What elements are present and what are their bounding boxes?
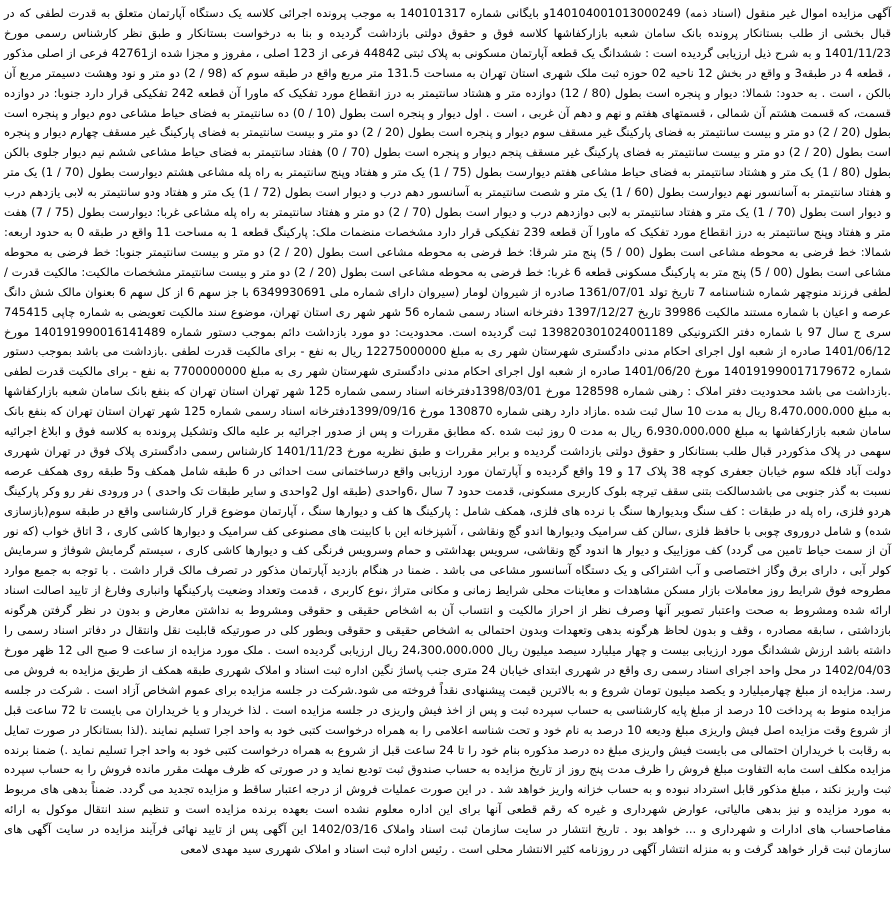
auction-notice-text: آگهی مزایده اموال غیر منقول (اسناد ذمه) 140104001013000249و بایگانی شماره 140101317 به موجب پرونده اجرائی کلاسه یک دستگاه آپارتمان متعلق به قدرت لطفی که در قبال بخشی از طلب بستانکار پرونده بانک سامان شعبه بازارکفاشها کلاسه فوق و حقوق دولتی بازداشت گردیده و بنا به درخواست بستانکار و طبق نظر کارشناس رسمی مورخ 1401/11/23 و به شرح ذیل ارزیابی گردیده است : ششدانگ یک قطعه آپارتمان مسکونی به پلاک ثبتی 44842 فرعی از 123 اصلی ، مفروز و مجزا شده از42761 فرعی از اصلی مذکور ، قطعه 4 در طبقه3 و واقع در بخش 12 ناحیه 02 حوزه ثبت ملک شهری استان تهران به مساحت 131.5 متر مربع واقع در طبقه سوم که (98 / 2) دو متر و نود وهشت دسیمتر مربع آن بالکن ، است . به حدود: شمالا: دیوار و پنجره است بطول (80 / 12) دوازده متر و هشتاد سانتیمتر به درز انقطاع مورد تفکیک که ماورا آن قطعه 242 تفکیکی قرار دارد جنوبا: در دوازده قسمت، که قسمت هشتم آن شمالی ، قسمتهای هفتم و نهم و دهم آن غربی ، است . اول دیوار و پنجره است بطول (10 / 0) ده سانتیمتر به فضای حیاط مشاعی دوم دیوار و پنجره است بطول (20 / 2) دو متر و بیست سانتیمتر به فضای پارکینگ غیر مسقف سوم دیوار و پنجره است بطول (20 / 2) دو متر و بیست سانتیمتر به فضای پارکینگ غیر مسقف چهارم دیوار و پنجره است بطول (20 / 2) دو متر و بیست سانتیمتر به فضای پارکینگ غیر مسقف پنجم دیوار و پنجره است بطول (70 / 0) هفتاد سانتیمتر به فضای حیاط مشاعی ششم نیم دیوار جلوی بالکن بطول (80 / 1) یک متر و هشتاد سانتیمتر به فضای حیاط مشاعی هفتم دیوارست بطول (75 / 1) یک متر و هفتاد وپنج سانتیمتر به راه پله مشاعی هشتم دیوارست بطول (70 / 1) یک متر و هفتاد سانتیمتر به آسانسور نهم دیوارست بطول (60 / 1) یک متر و شصت سانتیمتر به آسانسور دهم درب و دیوار است بطول (72 / 1) یک متر و هفتاد ودو سانتیمتر به لابی یازدهم درب و دیوار است بطول (70 / 1) یک متر و هفتاد سانتیمتر به لابی دوازدهم درب و دیوار است بطول (70 / 2) دو متر و هفتاد سانتیمتر به راه پله مشاعی غربا: دیوارست بطول (75 / 7) هفت متر و هفتاد وپنج سانتیمتر به درز انقطاع مورد تفکیک که ماورا آن قطعه 239 تفکیکی قرار دارد مشخصات منضمات ملک: پارکینگ قطعه 1 به مساحت 11 واقع در طبقه 0 به حدود اربعه: شمالا: خط فرضی به محوطه مشاعی است بطول (00 / 5) پنج متر شرقا: خط فرضی به محوطه مشاعی است بطول (20 / 2) دو متر و بیست سانتیمتر جنوبا: خط فرضی به محوطه مشاعی است بطول (00 / 5) پنج متر به پارکینگ مسکونی قطعه 6 غربا: خط فرضی به محوطه مشاعی است بطول (20 / 2) دو متر و بیست سانتیمتر مشخصات مالکیت: مالکیت قدرت / لطفی فرزند منوچهر شماره شناسنامه 7 تاریخ تولد 1361/07/01 صادره از شیروان لومار (سیروان دارای شماره ملی 6349930691 با جز سهم 6 از کل سهم 6 بعنوان مالک شش دانگ عرصه و اعیان با شماره مستند مالکیت 39986 تاریخ 1397/12/27 دفترخانه اسناد رسمی شماره 56 شهر شهر ری استان تهران، موضوع سند مالکیت تعویضی به شماره چاپی 745415 سری ج سال 97 با شماره دفتر الکترونیکی 139820301024001189 ثبت گردیده است. محدودیت: دو مورد بازداشت دائم بموجب دستور شماره 140191990016141489 مورخ 1401/06/12 صادره از شعبه اول اجرای احکام مدنی دادگستری شهرستان شهر ری به مبلغ 12275000000 ریال به نفع - برای مالکیت قدرت لطفی .بازداشت می باشد بموجب دستور شماره 140191990017179672 مورخ 1401/06/20 صادره از شعبه اول اجرای احکام مدنی دادگستری شهرستان شهر ری به مبلغ 7700000000 به نفع - برای مالکیت قدرت لطفی .بازداشت می باشد محدودیت دفتر املاک : رهنی شماره 128598 مورخ 1398/03/01دفترخانه اسناد رسمی شماره 125 شهر تهران استان تهران که بنفع بانک سامان شعبه بازارکفاشها به مبلغ 8،470،000،000 ریال به مدت 10 سال ثبت شده .مازاد دارد رهنی شماره 130870 مورخ 1399/09/16دفترخانه اسناد رسمی شماره 125 شهر تهران استان تهران که بنفع بانک سامان شعبه بازارکفاشها به مبلغ 6،930،000،000 ریال به مدت 0 روز ثبت شده .که مطابق مقررات و پس از صدور اجرائیه بر علیه مالک وتشکیل پرونده به کلاسه فوق و ابلاغ اجرائیه سهمی در پلاک مذکوردر قبال طلب بستانکار و حقوق دولتی بازداشت گردیده و برابر مقررات و طبق نظریه مورخ 1401/11/23 کارشناس رسمی دادگستری پلاک فوق در تهران شهرری دولت آباد فلکه سوم خیابان جعفری کوچه 38 پلاک 17 و 19 واقع گردیده و آپارتمان مورد ارزیابی واقع درساختمانی ست احداثی در 6 طبقه شامل همکف و5 طبقه روی همکف عرصه نسبت به گذر جنوبی می باشدسالکت بتنی سقف تیرچه بلوک کاربری مسکونی، قدمت حدود 7 سال ،6واحدی (طبقه اول 2واحدی و سایر طبقات تک واحدی ) در ورودی نفر رو وکر پارکینگ هردو فلزی، راه پله در طبقات : کف سنگ وبدیوارها سنگ با نرده های فلزی، همکف شامل : پارکینگ ها کف و دیوارها سنگ ، آپارتمان موضوع قرار کارشناسی واقع در طبقه سوم(بازسازی شده) و شامل دروروی چوبی با حافظ فلزی ،سالن کف سرامیک ودیوارها اندو گچ ونقاشی ، آشپزخانه این با کابینت های مصنوعی کف سرامیک و دیوارها کاشی کاری ، 3 اتاق خواب (که نور آن از سمت حیاط تامین می گردد) کف موزاییک و دیوار ها اندود گچ ونقاشی، سرویس بهداشتی و حمام وسرویس فرنگی کف و دیوارها کاشی کاری ، سیستم گرمایش شوفاژ و سرمایش کولر آبی ، دارای برق وگاز اختصاصی و آب اشتراکی و یک دستگاه آسانسور مشاعی می باشد . ضمنا در هنگام بازدید آپارتمان مذکور در تصرف مالک قرار داشت . با توجه به جمیع موارد مطروحه فوق شرایط روز معاملات بازار مسکن مشاهدات و معاینات محلی شرایط زمانی و مکانی متراژ ،نوع کاربری ، قدمت وتعداد وضعیت پارکینگها وانباری وفارغ از تایید اصالت اسناد ارائه شده ومشروط به صحت واعتبار تصویر آنها وصرف نظر از احراز مالکیت و انتساب آن به اشخاص حقیقی و حقوقی ومشروط به نداشتن معارض و بدون در نظر گرفتن هرگونه بازداشتی ، سابقه مصادره ، وقف و بدون لحاظ هرگونه بدهی وتعهدات وبدون احتمالی به اشخاص حقیقی و حقوقی وبطور کلی در صورتیکه قابلیت نقل وانتقال در دفاتر اسناد رسمی را داشته باشد ارزش ششدانگ مورد ارزیابی بیست و چهار میلیارد سیصد میلیون ریال 24،300،000،000 ریال ارزیابی گردیده است . ملک مورد مزایده از ساعت 9 صبح الی 12 ظهر مورخ 1402/04/03 در محل واحد اجرای اسناد رسمی ری واقع در شهرری ابتدای خیابان 24 متری جنب پاساژ نگین اداره ثبت اسناد و املاک شهرری طبقه همکف از طریق مزایده به فروش می رسد. مزایده از مبلغ چهارمیلیارد و یکصد میلیون تومان شروع و به بالاترین قیمت پیشنهادی نقداً فروخته می شود.شرکت در جلسه مزایده برای عموم اشخاص آزاد است . شرکت در جلسه مزایده منوط به پرداخت 10 درصد از مبلغ پایه کارشناسی به حساب سپرده ثبت و پس از اخذ فیش واریزی در جلسه مزایده است . لذا خریدار و یا خریداران می بایست تا 72 ساعت قبل از شروع وقت مزایده اصل فیش واریزی مبلغ ودیعه 10 درصد به نام خود و تحت شناسه اعلامی را به همراه درخواست کتبی خود به واحد اجرا تسلیم نمایند .(لذا بستانکار در صورت تمایل به رقابت با خریداران احتمالی می بایست فیش واریزی مبلغ ده درصد مذکوره بنام خود را تا 24 ساعت قبل از شروع به همراه درخواست کتبی خود به واحد اجرا تسلیم نماید .) ضمنا برنده مزایده مکلف است مابه التفاوت مبلغ فروش را ظرف مدت پنج روز از تاریخ مزایده به حساب صندوق ثبت تودیع نماید و در صورتی که ظرف مهلت مقرر مانده فروش را به حساب سپرده ثبت واریز نکند ، مبلغ مذکور قابل استرداد نبوده و به حساب خزانه واریز خواهد شد . در این صورت عملیات فروش از درجه اعتبار ساقط و مزایده تجدید می گردد. ضمناً بدهی های مربوط به مورد مزایده و نیز بدهی مالیاتی، عوارض شهرداری و غیره که رقم قطعی آنها برای این اداره معلوم نشده است بعهده برنده مزایده است و تنظیم سند انتقال موکول به ارائه مفاصاحساب های ادارات و شهرداری و ... خواهد بود . تاریخ انتشار در سایت سازمان ثبت اسناد واملاک 1402/03/16 این آگهی پس از تایید نهائی فرآیند مزایده در سایت آگهی های سازمان ثبت قرار خواهد گرفت و به منزله انتشار آگهی در روزنامه کثیر الانتشار محلی است . رئیس اداره ثبت اسناد و املاک شهرری سید مهدی لامعی bbox=[4, 6, 892, 857]
